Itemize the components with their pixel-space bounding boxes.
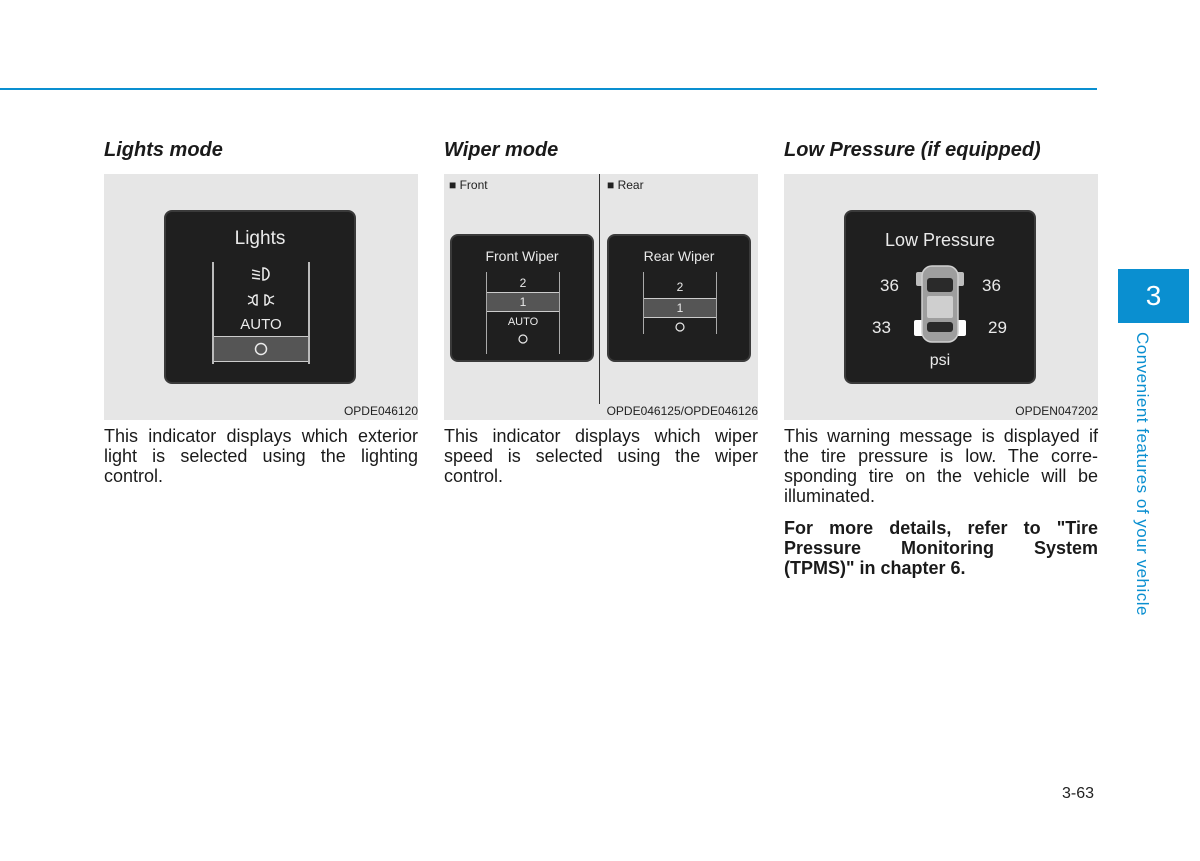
panel-title: Front Wiper (485, 248, 559, 264)
front-wiper-selector (486, 272, 560, 354)
rear-wiper-selector (643, 272, 717, 334)
body-text: This warning message is displayed if the tire pressure is low. The corre-sponding tire on the vehicle will be illuminated. (784, 426, 1098, 506)
speed-2: 2 (519, 276, 527, 290)
chapter-tab: 3 (1118, 269, 1189, 323)
off-icon (675, 322, 685, 332)
speed-2: 2 (676, 280, 684, 294)
position-lamp-icon (247, 292, 275, 308)
low-beam-icon (249, 266, 273, 282)
wiper-figure (444, 174, 758, 420)
car-top-view-icon (912, 264, 968, 344)
body-text: This indicator displays which wiper speed is selected using the wiper control. (444, 426, 758, 486)
front-right-pressure: 36 (982, 276, 1001, 295)
rear-right-pressure: 29 (988, 318, 1007, 337)
selected-row (214, 336, 308, 362)
lights-selector (212, 262, 310, 364)
low-pressure-panel (844, 210, 1036, 384)
rear-label: ■ Rear (607, 178, 644, 192)
panel-title: Lights (234, 228, 286, 249)
top-rule (0, 88, 1097, 90)
panel-title: Low Pressure (884, 230, 996, 250)
lights-mode-section (104, 138, 418, 486)
low-pressure-section (784, 138, 1098, 578)
rear-wiper-panel (607, 234, 751, 362)
page-number: 3-63 (1061, 785, 1094, 802)
wiper-mode-section (444, 138, 758, 486)
low-pressure-figure (784, 174, 1098, 420)
rear-left-pressure: 33 (872, 318, 891, 337)
chapter-title: Convenient features of your vehicle (1133, 332, 1152, 616)
section-heading: Lights mode (104, 139, 223, 161)
section-heading: Low Pressure (if equipped) (784, 139, 1041, 161)
panel-title: Rear Wiper (643, 248, 715, 264)
lights-figure (104, 174, 418, 420)
off-icon (518, 334, 528, 344)
figure-divider (599, 174, 600, 404)
speed-1-selected: 1 (487, 292, 559, 312)
figure-code: OPDE046125/OPDE046126 (606, 404, 758, 418)
front-left-pressure: 36 (880, 276, 899, 295)
off-icon (254, 342, 268, 356)
front-label: ■ Front (449, 178, 488, 192)
body-text: This indicator displays which exterior light is selected using the lighting control. (104, 426, 418, 486)
front-wiper-panel (450, 234, 594, 362)
auto-label: AUTO (240, 316, 282, 333)
figure-code: OPDE046120 (343, 404, 418, 418)
section-heading: Wiper mode (444, 139, 559, 161)
figure-code: OPDEN047202 (1015, 404, 1098, 418)
unit-label: psi (929, 352, 951, 369)
lights-display-panel (164, 210, 356, 384)
auto-label: AUTO (507, 316, 539, 328)
speed-1-selected: 1 (644, 298, 716, 318)
reference-note: For more details, refer to "Tire Pressure Monitoring System (TPMS)" in chapter 6. (784, 518, 1098, 578)
